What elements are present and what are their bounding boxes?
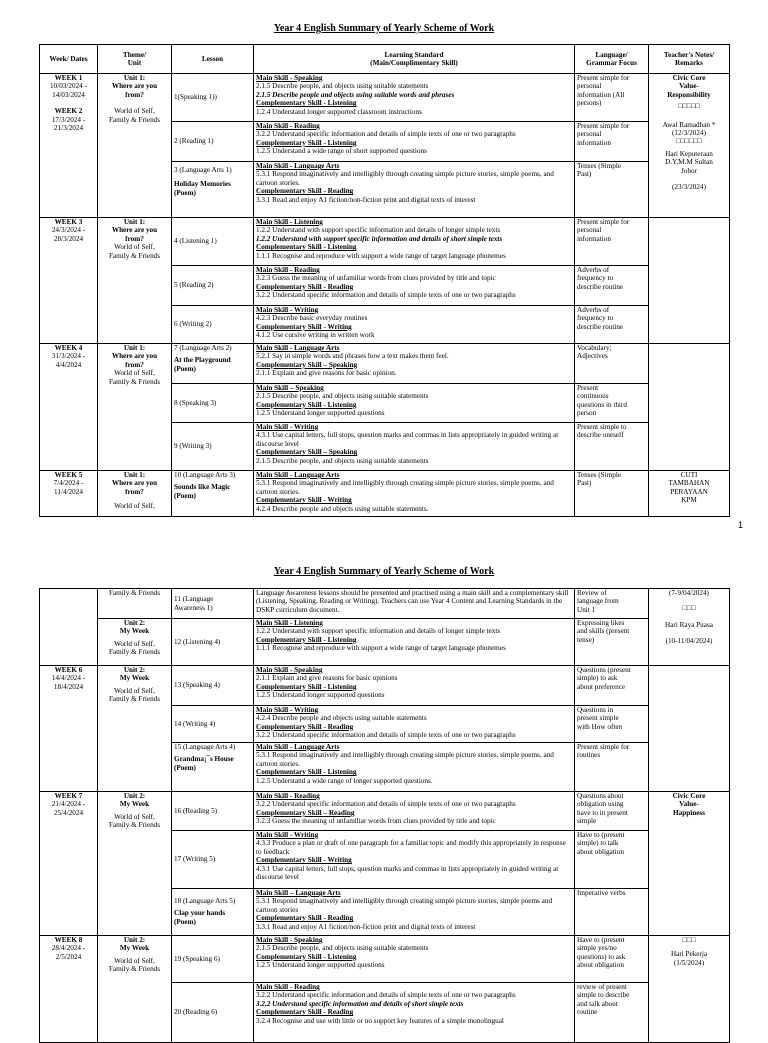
complementary-skill: Complementary Skill – Speaking [256, 448, 358, 457]
standard-item: 3.2.3 Guess the meaning of unfamiliar words from clues provided by title and topic [256, 817, 496, 826]
standard-item: 4.3.3 Produce a plan or draft of one paragraph for a familiar topic and modify this appropriately in response to feedback [256, 839, 566, 856]
standard-cell [254, 743, 575, 792]
lesson-text-title: Holiday Memories (Poem) [174, 180, 231, 197]
lesson-label: 12 (Listening 4) [174, 637, 221, 646]
standard-cell [254, 162, 575, 218]
week-dates: 21/4/2024 - 25/4/2024 [51, 800, 86, 817]
header-notes: Teacher's Notes/ Remarks [649, 45, 730, 74]
grammar-cell: Tenses (Simple Past) [575, 162, 649, 218]
week-cell [40, 936, 98, 1043]
notes-glyphs: □□□ [682, 604, 696, 613]
main-skill: Main Skill - Speaking [256, 936, 323, 944]
standard-cell [254, 74, 575, 122]
lesson-cell [172, 384, 254, 423]
unit-cell [98, 792, 172, 936]
week-dates: 17/3/2024 - 21/3/2024 [51, 115, 86, 133]
main-skill: Main Skill - Writing [256, 306, 319, 314]
week-dates: 7/4/2024 - 11/4/2024 [53, 479, 84, 496]
grammar-cell: Review of language from Unit 1 [575, 589, 649, 619]
lesson-cell [172, 423, 254, 471]
week-dates: 31/3/2024 - 4/4/2024 [51, 352, 86, 369]
standard-cell [254, 706, 575, 743]
complementary-skill: Complementary Skill - Reading [256, 722, 354, 731]
complementary-skill: Complementary Skill - Listening [256, 635, 357, 644]
week-dates: 10/03/2024 - 14/03/2024 [50, 82, 87, 99]
complementary-skill: Complementary Skill – Speaking [256, 360, 358, 369]
unit-cell [98, 471, 172, 517]
week-dates: 28/4/2024 - 2/5/2024 [51, 944, 86, 961]
theme-text: World of Self, Family & Friends [108, 956, 161, 974]
main-skill: Main Skill - Listening [256, 619, 323, 627]
main-skill: Main Skill - Writing [256, 831, 319, 839]
complementary-skill: Complementary Skill - Listening [256, 99, 357, 108]
standard-cell [254, 344, 575, 384]
standard-item: 3.2.3 Guess the meaning of unfamiliar words from clues provided by title and topic [256, 274, 496, 283]
standard-item: 5.3.1 Respond imaginatively and intelligibly through creating simple picture stories, simple poems, and cartoon stories. [256, 479, 554, 496]
standard-cell [254, 666, 575, 706]
lesson-cell [172, 218, 254, 266]
grammar-cell: review of present simple to describe and talk about routine [575, 983, 649, 1043]
lesson-label: 18 (Language Arts 5) [174, 897, 236, 905]
notes-event: Hari Pekerja (1/5/2024) [670, 950, 708, 967]
notes-date: (23/3/2024) [672, 183, 706, 192]
lesson-text-title: Grandma¡¯s House (Poem) [174, 755, 234, 772]
standard-item: 1.2.5 Understand longer supported questions [256, 691, 385, 700]
main-skill: Main Skill - Reading [256, 122, 320, 130]
table-row [40, 344, 730, 384]
grammar-cell: Vocabulary; Adjectives [575, 344, 649, 384]
table-row [40, 936, 730, 983]
main-skill: Main Skill - Reading [256, 266, 320, 274]
theme-text: World of Self, Family & Friends [108, 812, 161, 830]
lesson-cell [172, 936, 254, 983]
lesson-label: 15 (Language Arts 4) [174, 743, 236, 751]
page-title: Year 4 English Summary of Yearly Scheme of Work [273, 566, 495, 577]
notes-cell [649, 344, 730, 471]
theme-text: Family & Friends [108, 589, 161, 597]
standard-item: 4.2.4 Describe people and objects using suitable statements. [256, 504, 429, 513]
standard-item: Language Awareness lessons should be presented and practised using a main skill and a complementary skill (Listening, Speaking, Reading or Writing). Teachers can use Year 4 Content and Learning Standards in the DSKP curriculum document. [256, 589, 569, 614]
main-skill: Main Skill - Writing [256, 706, 319, 714]
standard-cell [254, 423, 575, 471]
lesson-cell [172, 471, 254, 517]
notes-event: Hari Raya Puasa [665, 620, 713, 629]
unit-title: Unit 1: Where are you from? [111, 218, 158, 243]
standard-item: 1.2.5 Understand a wide range of longer supported questions. [256, 776, 433, 785]
lesson-cell [172, 706, 254, 743]
theme-text: World of Self, [114, 502, 155, 511]
header-standard: Learning Standard (Main/Complimentary Skill) [254, 45, 575, 74]
standard-cell [254, 266, 575, 306]
standard-cell [254, 384, 575, 423]
notes-date: (7-9/04/2024) [669, 589, 709, 597]
week-cell [40, 344, 98, 471]
unit-title: Unit 1: Where are you from? [111, 344, 158, 369]
header-grammar: Language/ Grammar Focus [575, 45, 649, 74]
standard-item: 4.3.1 Use capital letters, full stops, question marks and commas in lists appropriately in guided writing at discourse level [256, 431, 559, 448]
standard-item: 1.2.2 Understand with support specific information and details of longer simple texts [256, 226, 501, 235]
unit-title: Unit 2: My Week [119, 666, 150, 683]
lesson-cell [172, 306, 254, 344]
complementary-skill: Complementary Skill - Writing [256, 496, 352, 505]
notes-cell [649, 74, 730, 218]
week-label: WEEK 2 [54, 107, 83, 116]
lesson-label: 16 (Reading 5) [174, 806, 218, 815]
week-label: WEEK 5 [54, 471, 83, 479]
lesson-label: 3 (Language Arts 1) [174, 166, 232, 174]
unit-cell [98, 344, 172, 471]
lesson-label: 5 (Reading 2) [174, 281, 214, 290]
standard-item: 1.1.1 Recognise and reproduce with support a wide range of target language phonemes [256, 644, 506, 653]
grammar-cell: Present continuous questions in third person [575, 384, 649, 423]
grammar-cell: Questions (present simple) to ask about preference [575, 666, 649, 706]
lesson-label: 8 (Speaking 3) [174, 398, 217, 407]
main-skill: Main Skill – Language Arts [256, 889, 341, 897]
theme-text: World of Self, Family & Friends [108, 369, 161, 386]
notes-date: (10-11/04/2024) [665, 637, 713, 646]
standard-cell [254, 889, 575, 936]
standard-cell [254, 589, 575, 619]
complementary-skill: Complementary Skill - Reading [256, 1008, 354, 1017]
unit-cell [98, 218, 172, 344]
standard-item: 4.2.4 Describe people and objects using suitable statements [256, 714, 427, 723]
standard-item: 5.3.1 Respond imaginatively and intelligibly through creating simple picture stories, simple poems and cartoon stories [256, 897, 553, 914]
notes-cell [649, 589, 730, 666]
lesson-cell [172, 74, 254, 122]
week-cell [40, 74, 98, 218]
standard-item: 1.2.2 Understand with support specific information and details of short simple texts [256, 234, 503, 243]
notes-event: Hari Keputeraan D.Y.M.M Sultan Johor [665, 149, 713, 175]
standard-cell [254, 831, 575, 889]
standard-cell [254, 122, 575, 162]
week-label: WEEK 6 [54, 666, 83, 674]
grammar-cell: Imperative verbs [575, 889, 649, 936]
standard-item: 1.2.5 Understand a wide range of short supported questions [256, 147, 427, 156]
main-skill: Main Skill - Reading [256, 983, 320, 991]
week-label: WEEK 4 [54, 344, 83, 352]
complementary-skill: Complementary Skill – Reading [256, 808, 355, 817]
lesson-text-title: Clap your hands (Poem) [174, 909, 226, 926]
standard-item: 3.2.4 Recognise and use with little or no support key features of a simple monolingual [256, 1016, 504, 1025]
notes-glyphs: □□□□□ [678, 102, 700, 111]
standard-item: 4.1.2 Use cursive writing in written work [256, 331, 375, 340]
lesson-cell [172, 792, 254, 831]
lesson-label: 19 (Speaking 6) [174, 954, 220, 963]
header-row [40, 45, 730, 74]
lesson-label: 9 (Writing 3) [174, 442, 212, 451]
main-skill: Main Skill - Language Arts [256, 743, 340, 751]
header-theme: Theme/ Unit [98, 45, 172, 74]
main-skill: Main Skill - Language Arts [256, 344, 340, 352]
page-number: 1 [738, 520, 744, 530]
lesson-label: 6 (Writing 2) [174, 320, 212, 329]
standard-item: 1.2.5 Understand longer supported questions [256, 961, 385, 970]
unit-title: Unit 2: My Week [119, 619, 150, 636]
grammar-cell: Present simple to describe oneself [575, 423, 649, 471]
week-dates: 24/3/2024 - 28/3/2024 [51, 226, 86, 243]
standard-item: 3.2.2 Understand specific information and details of simple texts of one or two paragraphs [256, 991, 516, 1000]
notes-event: Awal Ramadhan * (12/3/2024) □□□□□□ [662, 120, 716, 146]
standard-cell [254, 936, 575, 983]
lesson-label: 20 (Reading 6) [174, 1008, 218, 1017]
page-title: Year 4 English Summary of Yearly Scheme of Work [273, 23, 495, 34]
week-cell [40, 218, 98, 344]
standard-item: 2.1.5 Describe people, and objects using suitable statements [256, 944, 429, 953]
lesson-cell [172, 122, 254, 162]
notes-glyphs: □□□ [682, 936, 696, 944]
lesson-label: 2 (Reading 1) [174, 137, 214, 146]
week-cell [40, 792, 98, 936]
lesson-text-title: At the Playground (Poem) [174, 356, 231, 373]
notes-cell [649, 936, 730, 1043]
unit-cell [98, 74, 172, 218]
theme-text: World of Self, Family & Friends [108, 639, 161, 657]
standard-cell [254, 218, 575, 266]
notes-cell [649, 218, 730, 344]
complementary-skill: Complementary Skill - Reading [256, 914, 354, 923]
grammar-cell: Have to (present simple) to talk about obligation [575, 831, 649, 889]
standard-item: 1.2.4 Understand longer supported classroom instructions [256, 107, 422, 116]
complementary-skill: Complementary Skill - Reading [256, 187, 354, 196]
complementary-skill: Complementary Skill - Listening [256, 400, 357, 409]
standard-item: 3.3.1 Read and enjoy A1 fiction/non-fiction print and digital texts of interest [256, 922, 476, 931]
grammar-cell: Expressing likes and skills (present tense) [575, 619, 649, 666]
complementary-skill: Complementary Skill - Listening [256, 952, 357, 961]
week-cell [40, 589, 98, 666]
table-row [40, 589, 730, 619]
standard-item: 2.1.5 Describe people and objects using suitable words and phrases [256, 90, 455, 99]
notes-cell [649, 666, 730, 792]
table-row [40, 471, 730, 517]
complementary-skill: Complementary Skill - Writing [256, 322, 352, 331]
table-row [40, 218, 730, 266]
standard-item: 1.2.5 Understand longer supported questions [256, 409, 385, 418]
notes-cell [649, 792, 730, 936]
week-dates: 14/4/2024 - 18/4/2024 [51, 674, 86, 691]
complementary-skill: Complementary Skill - Writing [256, 856, 352, 865]
lesson-cell: 11 (Language Awareness 1) [172, 589, 254, 619]
standard-cell [254, 792, 575, 831]
standard-item: 5.3.1 Respond imaginatively and intelligibly through creating simple picture stories, simple poems, and cartoon stories. [256, 751, 554, 768]
lesson-cell [172, 831, 254, 889]
standard-item: 1.1.1 Recognise and reproduce with support a wide range of target language phonemes [256, 251, 506, 260]
grammar-cell: Have to (present simple yes/no questions) to ask about obligation [575, 936, 649, 983]
grammar-cell: Present simple for personal information (All persons) [575, 74, 649, 122]
standard-item: 2.1.5 Describe people, and objects using suitable statements [256, 392, 429, 401]
lesson-cell [172, 162, 254, 218]
civic-value: Civic Core Value- Happiness [672, 792, 706, 817]
lesson-cell [172, 344, 254, 384]
header-lesson: Lesson [172, 45, 254, 74]
unit-title: Unit 2: My Week [119, 936, 150, 953]
table-row [40, 666, 730, 706]
main-skill: Main Skill - Language Arts [256, 471, 340, 479]
week-label: WEEK 8 [54, 936, 83, 944]
standard-item: 3.2.2 Understand specific information and details of short simple texts [256, 999, 464, 1008]
table-row [40, 74, 730, 122]
standard-item: 5.2.1 Say in simple words and phrases how a text makes them feel. [256, 352, 449, 361]
lesson-label: 4 (Listening 1) [174, 237, 217, 246]
week-label: WEEK 1 [54, 74, 83, 82]
week-cell [40, 471, 98, 517]
lesson-label: 13 (Speaking 4) [174, 681, 220, 690]
lesson-label: 14 (Writing 4) [174, 719, 216, 728]
lesson-label: 1(Speaking 1)) [174, 93, 217, 102]
grammar-cell: Adverbs of frequency to describe routine [575, 306, 649, 344]
grammar-cell: Tenses (Simple Past) [575, 471, 649, 517]
schedule-table-page-1 [39, 44, 730, 517]
main-skill: Main Skill - Writing [256, 423, 319, 431]
complementary-skill: Complementary Skill - Listening [256, 768, 357, 777]
grammar-cell: Adverbs of frequency to describe routine [575, 266, 649, 306]
unit-cell [98, 619, 172, 666]
unit-cell [98, 936, 172, 1043]
lesson-cell [172, 889, 254, 936]
grammar-cell: Questions in present simple with How often [575, 706, 649, 743]
standard-item: 2.1.5 Describe people, and objects using suitable statements [256, 456, 429, 465]
lesson-cell [172, 743, 254, 792]
standard-item: 3.2.2 Understand specific information and details of simple texts of one or two paragraphs [256, 731, 516, 740]
theme-text: World of Self, Family & Friends [108, 107, 161, 124]
standard-cell [254, 306, 575, 344]
lesson-text-title: Sounds like Magic (Poem) [174, 483, 231, 500]
main-skill: Main Skill – Speaking [256, 384, 324, 392]
main-skill: Main Skill - Reading [256, 792, 320, 800]
standard-item: 4.3.1 Use capital letters, full stops, question marks and commas in lists appropriately in guided writing at discourse level [256, 864, 559, 882]
lesson-cell [172, 666, 254, 706]
complementary-skill: Complementary Skill - Listening [256, 682, 357, 691]
week-cell [40, 666, 98, 792]
unit-title: Unit 1: Where are you from? [111, 74, 158, 99]
grammar-cell: Present simple for personal information [575, 122, 649, 162]
grammar-cell: Present simple for personal information [575, 218, 649, 266]
lesson-cell [172, 266, 254, 306]
standard-item: 5.3.1 Respond imaginatively and intelligibly through creating simple picture stories, simple poems, and cartoon stories. [256, 170, 554, 187]
standard-item: 2.1.1 Explain and give reasons for basic opinion. [256, 369, 397, 378]
table-row [40, 792, 730, 831]
complementary-skill: Complementary Skill - Listening [256, 138, 357, 147]
standard-item: 3.2.2 Understand specific information and details of simple texts of one or two paragraphs [256, 800, 516, 809]
week-label: WEEK 3 [54, 218, 83, 226]
main-skill: Main Skill - Listening [256, 218, 323, 226]
notes-cell: CUTI TAMBAHAN PERAYAAN KPM [649, 471, 730, 517]
main-skill: Main Skill - Language Arts [256, 162, 340, 170]
main-skill: Main Skill - Speaking [256, 74, 323, 82]
table-row [40, 619, 730, 666]
theme-text: World of Self, Family & Friends [108, 686, 161, 704]
lesson-cell [172, 983, 254, 1043]
lesson-label: 17 (Writing 5) [174, 855, 216, 864]
complementary-skill: Complementary Skill - Reading [256, 282, 354, 291]
standard-item: 4.2.3 Describe basic everyday routines [256, 314, 368, 323]
standard-item: 3.3.1 Read and enjoy A1 fiction/non-fiction print and digital texts of interest [256, 195, 476, 204]
lesson-label: 7 (Language Arts 2) [174, 344, 232, 352]
unit-title: Unit 1: Where are you from? [111, 471, 158, 496]
lesson-cell [172, 619, 254, 666]
lesson-label: 10 (Language Arts 3) [174, 471, 236, 479]
complementary-skill: Complementary Skill - Listening [256, 243, 357, 252]
standard-item: 2.1.5 Describe people, and objects using suitable statements [256, 82, 429, 91]
grammar-cell: Questions about obligation using have to in present simple [575, 792, 649, 831]
schedule-table-page-2 [39, 588, 730, 1043]
standard-cell [254, 983, 575, 1043]
grammar-cell: Present simple for routines [575, 743, 649, 792]
civic-value: Civic Core Value- Responsibility [667, 74, 711, 99]
week-label: WEEK 7 [54, 792, 83, 800]
standard-cell [254, 619, 575, 666]
main-skill: Main Skill - Speaking [256, 666, 323, 674]
standard-item: 1.2.2 Understand with support specific information and details of longer simple texts [256, 627, 501, 636]
standard-item: 3.2.2 Understand specific information and details of simple texts of one or two paragraphs [256, 130, 516, 139]
theme-text: World of Self, Family & Friends [108, 243, 161, 260]
header-week: Week/ Dates [40, 45, 98, 74]
standard-item: 3.2.2 Understand specific information and details of simple texts of one or two paragraphs [256, 291, 516, 300]
standard-item: 2.1.1 Explain and give reasons for basic opinions [256, 674, 398, 683]
standard-cell [254, 471, 575, 517]
unit-title: Unit 2: My Week [119, 792, 150, 809]
unit-cell [98, 589, 172, 619]
unit-cell [98, 666, 172, 792]
